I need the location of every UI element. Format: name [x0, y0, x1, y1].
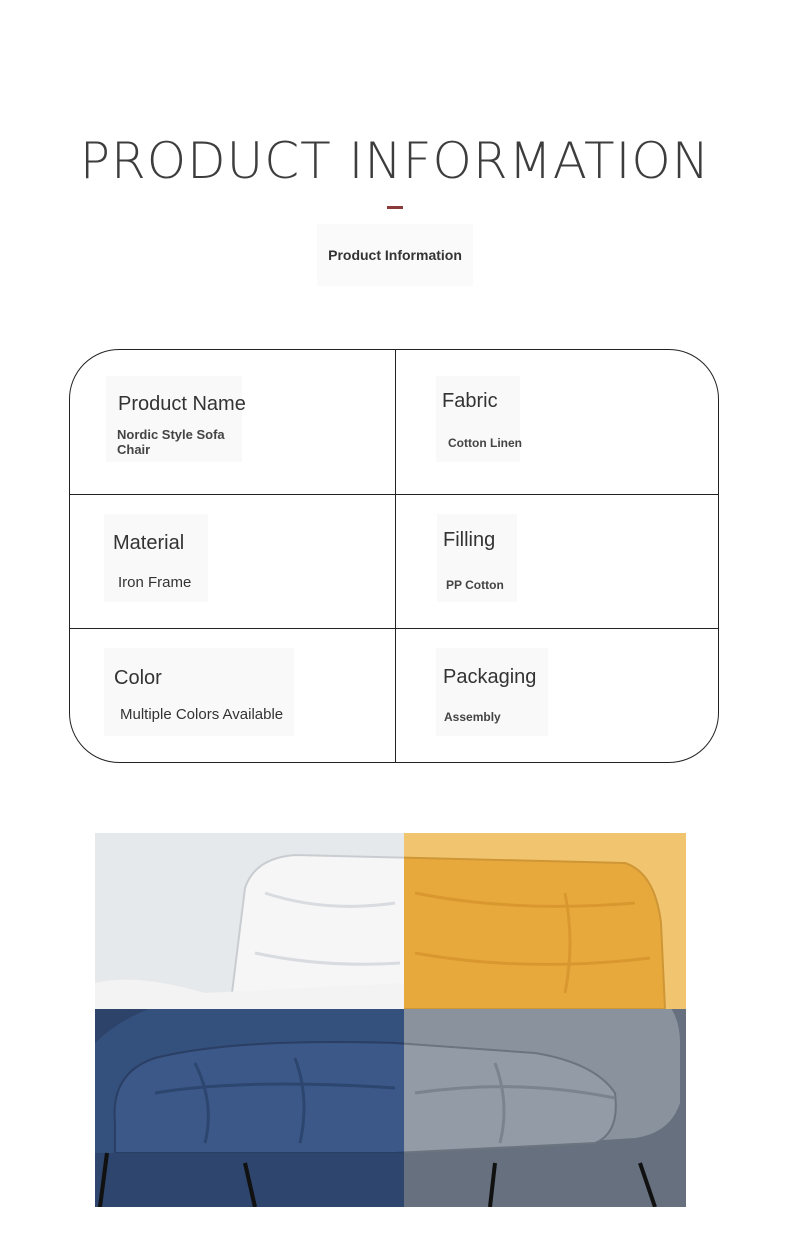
info-label-fabric: Fabric	[442, 390, 498, 412]
info-value-product-name: Nordic Style Sofa Chair	[117, 427, 225, 457]
info-value-packaging: Assembly	[444, 710, 501, 724]
table-divider-vertical	[395, 350, 396, 762]
info-label-filling: Filling	[443, 529, 496, 551]
table-divider-row-1	[70, 494, 718, 495]
info-label-material: Material	[113, 532, 185, 554]
info-value-color: Multiple Colors Available	[120, 706, 284, 723]
sofa-color-options-image	[95, 833, 686, 1207]
product-info-table	[69, 349, 719, 763]
info-value-material: Iron Frame	[118, 574, 192, 591]
page-title: PRODUCT INFORMATION	[79, 132, 711, 190]
table-divider-row-2	[70, 628, 718, 629]
info-label-color: Color	[114, 667, 162, 689]
info-label-product-name: Product Name	[118, 393, 246, 415]
info-value-filling: PP Cotton	[446, 578, 504, 592]
info-value-fabric: Cotton Linen	[448, 436, 522, 450]
accent-divider	[387, 206, 403, 209]
sofa-illustration	[95, 833, 686, 1207]
section-subtitle: Product Information	[317, 224, 473, 286]
info-label-packaging: Packaging	[443, 666, 537, 688]
